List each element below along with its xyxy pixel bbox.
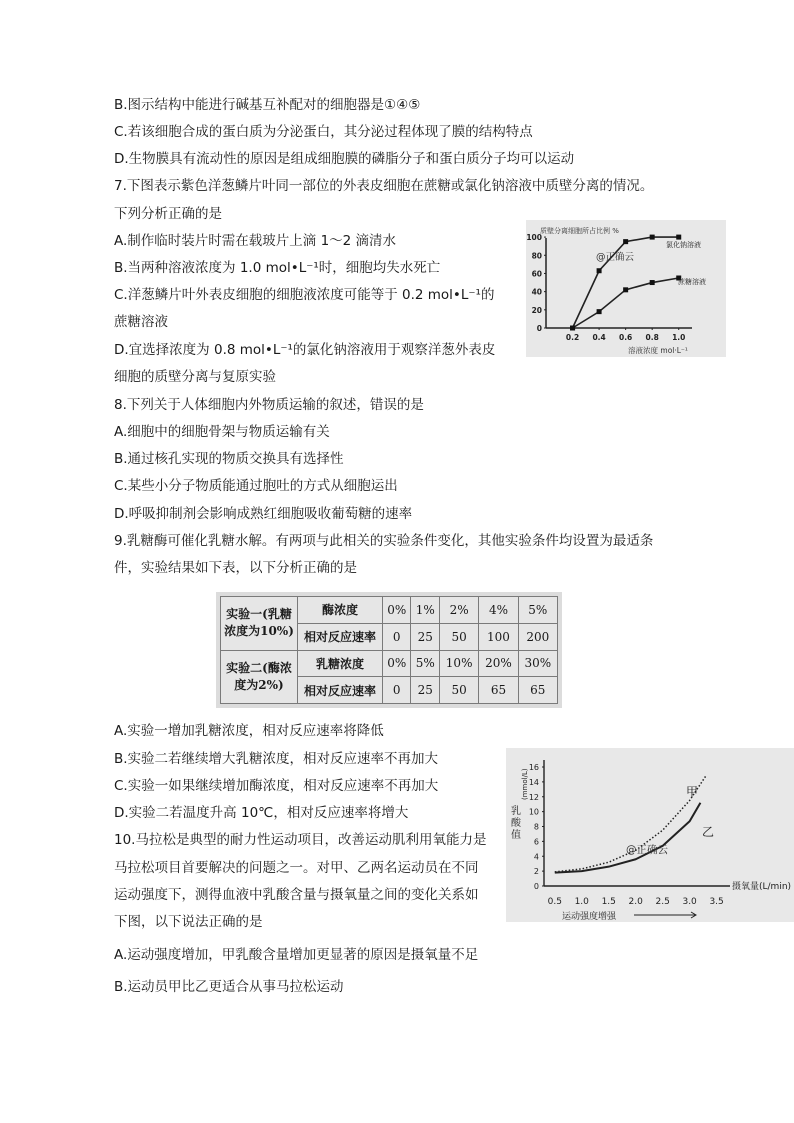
- chart-title: 质壁分离细胞所占比例 %: [540, 227, 619, 235]
- option-c: C.某些小分子物质能通过胞吐的方式从细胞运出: [114, 478, 398, 494]
- y-tick-label: 14: [528, 777, 539, 787]
- table-cell: 65: [518, 677, 557, 704]
- data-point: [650, 280, 655, 285]
- x-tick-label: 3.0: [682, 897, 697, 907]
- y-tick-label: 40: [531, 287, 542, 297]
- y-tick-label: 6: [533, 837, 539, 847]
- y-tick-label: 80: [531, 251, 542, 261]
- y-tick-label: 20: [531, 305, 542, 315]
- table-cell: 5%: [518, 597, 557, 624]
- table-cell: 5%: [411, 650, 439, 677]
- table-cell: 25: [411, 623, 439, 650]
- y-tick-label: 2: [533, 867, 539, 877]
- text-line: C.若该细胞合成的蛋白质为分泌蛋白，其分泌过程体现了膜的结构特点: [114, 124, 533, 140]
- option-c: C.实验一如果继续增加酶浓度，相对反应速率不再加大: [114, 778, 439, 794]
- table-cell: 2%: [439, 597, 478, 624]
- text-line: 细胞的质壁分离与复原实验: [114, 369, 276, 385]
- series-line-1: [555, 776, 706, 872]
- x-tick-label: 0.6: [618, 333, 633, 342]
- y-tick-label: 4: [533, 852, 539, 862]
- question-7-stem: 7.下图表示紫色洋葱鳞片叶同一部位的外表皮细胞在蔗糖或氯化钠溶液中质壁分离的情况。: [114, 178, 654, 194]
- table-cell: 65: [479, 677, 518, 704]
- series-label: 蔗糖溶液: [678, 278, 706, 286]
- y-tick-label: 12: [528, 792, 539, 802]
- option-a: A.运动强度增加，甲乳酸含量增加更显著的原因是摄氧量不足: [114, 947, 479, 963]
- series-line-2: [573, 278, 679, 328]
- x-axis-label: 溶液浓度 mol·L⁻¹: [628, 346, 688, 355]
- x-tick-label: 3.5: [709, 897, 724, 907]
- data-point: [623, 239, 628, 244]
- y-axis-unit: (mmol/L): [521, 768, 529, 800]
- y-tick-label: 8: [533, 822, 539, 832]
- table-cell: 20%: [479, 650, 518, 677]
- question-10-stem: 10.马拉松是典型的耐力性运动项目，改善运动肌利用氧能力是: [114, 832, 487, 848]
- series-label: 氯化钠溶液: [666, 241, 701, 249]
- data-point: [623, 287, 628, 292]
- text-line: 运动强度下，测得血液中乳酸含量与摄氧量之间的变化关系如: [114, 887, 479, 903]
- text-line: 马拉松项目首要解决的问题之一。对甲、乙两名运动员在不同: [114, 860, 479, 876]
- y-axis-label: 酸: [511, 818, 521, 829]
- x-tick-label: 0.8: [645, 333, 659, 342]
- text-line: D.生物膜具有流动性的原因是组成细胞膜的磷脂分子和蛋白质分子均可以运动: [114, 151, 575, 167]
- series-line-1: [573, 237, 679, 328]
- data-point: [650, 235, 655, 240]
- option-d: D.实验二若温度升高 10℃，相对反应速率将增大: [114, 805, 409, 821]
- x-tick-label: 2.5: [655, 897, 670, 907]
- exp2-label: 实验二(酶浓度为2%): [221, 650, 298, 704]
- plasmolysis-chart: [526, 220, 726, 357]
- exp1-col-header: 酶浓度: [298, 597, 383, 624]
- x-tick-label: 0.5: [547, 897, 562, 907]
- table-cell: 1%: [411, 597, 439, 624]
- table-cell: 0: [383, 677, 411, 704]
- option-d: D.呼吸抑制剂会影响成熟红细胞吸收葡萄糖的速率: [114, 506, 413, 522]
- text-line: 蔗糖溶液: [114, 314, 168, 330]
- y-axis-label: 乳: [511, 806, 521, 817]
- option-a: A.制作临时装片时需在载玻片上滴 1～2 滴清水: [114, 233, 397, 249]
- option-b: B.当两种溶液浓度为 1.0 mol•L⁻¹时，细胞均失水死亡: [114, 260, 441, 276]
- exp1-label: 实验一(乳糖浓度为10%): [221, 597, 298, 651]
- x-subtitle: 运动强度增强: [562, 912, 617, 922]
- y-axis-label: 值: [511, 830, 521, 841]
- plasmolysis-chart-svg: [526, 220, 726, 357]
- lactic-acid-chart-svg: [506, 748, 794, 922]
- table-cell: 50: [439, 677, 478, 704]
- exp2-rate-header: 相对反应速率: [298, 677, 383, 704]
- text-line: B.图示结构中能进行碱基互补配对的细胞器是①④⑤: [114, 97, 421, 113]
- y-tick-label: 0: [536, 324, 542, 333]
- table-cell: 10%: [439, 650, 478, 677]
- option-a: A.实验一增加乳糖浓度，相对反应速率将降低: [114, 723, 384, 739]
- y-tick-label: 16: [528, 763, 539, 772]
- series-label: 甲: [686, 785, 699, 799]
- series-label: 乙: [702, 825, 715, 839]
- exp1-rate-header: 相对反应速率: [298, 623, 383, 650]
- table-cell: 100: [479, 623, 518, 650]
- table-cell: 0%: [383, 597, 411, 624]
- option-c: C.洋葱鳞片叶外表皮细胞的细胞液浓度可能等于 0.2 mol•L⁻¹的: [114, 287, 495, 303]
- question-8-stem: 8.下列关于人体细胞内外物质运输的叙述，错误的是: [114, 397, 424, 413]
- x-tick-label: 0.4: [592, 333, 606, 342]
- x-axis-label: 摄氧量(L/min): [732, 882, 792, 892]
- text-line: 下列分析正确的是: [114, 206, 222, 222]
- table-cell: 25: [411, 677, 439, 704]
- table-cell: 30%: [518, 650, 557, 677]
- option-b: B.实验二若继续增大乳糖浓度，相对反应速率不再加大: [114, 751, 439, 767]
- y-tick-label: 10: [528, 807, 539, 817]
- table-cell: 50: [439, 623, 478, 650]
- question-9-stem: 9.乳糖酶可催化乳糖水解。有两项与此相关的实验条件变化，其他实验条件均设置为最适条: [114, 533, 654, 549]
- exp2-col-header: 乳糖浓度: [298, 650, 383, 677]
- table-cell: 0: [383, 623, 411, 650]
- watermark: @正确云: [596, 252, 635, 263]
- data-point: [676, 235, 681, 240]
- option-a: A.细胞中的细胞骨架与物质运输有关: [114, 424, 330, 440]
- option-d: D.宜选择浓度为 0.8 mol•L⁻¹的氯化钠溶液用于观察洋葱外表皮: [114, 342, 496, 358]
- watermark: @正确云: [626, 844, 668, 856]
- experiment-table: [216, 592, 562, 708]
- x-tick-label: 2.0: [628, 897, 643, 907]
- table-cell: 4%: [479, 597, 518, 624]
- x-tick-label: 1.0: [574, 897, 589, 907]
- data-point: [597, 268, 602, 273]
- data-point: [570, 326, 575, 331]
- text-line: 下图，以下说法正确的是: [114, 914, 263, 930]
- option-b: B.运动员甲比乙更适合从事马拉松运动: [114, 979, 344, 995]
- y-tick-label: 0: [533, 882, 539, 891]
- data-point: [597, 309, 602, 314]
- x-tick-label: 1.5: [601, 897, 616, 907]
- x-tick-label: 1.0: [672, 333, 686, 342]
- y-tick-label: 60: [531, 269, 542, 279]
- lactic-acid-chart: [506, 748, 794, 922]
- option-b: B.通过核孔实现的物质交换具有选择性: [114, 451, 344, 467]
- table-cell: 0%: [383, 650, 411, 677]
- x-tick-label: 0.2: [565, 333, 580, 342]
- text-line: 件，实验结果如下表，以下分析正确的是: [114, 560, 357, 576]
- y-tick-label: 100: [526, 233, 542, 243]
- table-cell: 200: [518, 623, 557, 650]
